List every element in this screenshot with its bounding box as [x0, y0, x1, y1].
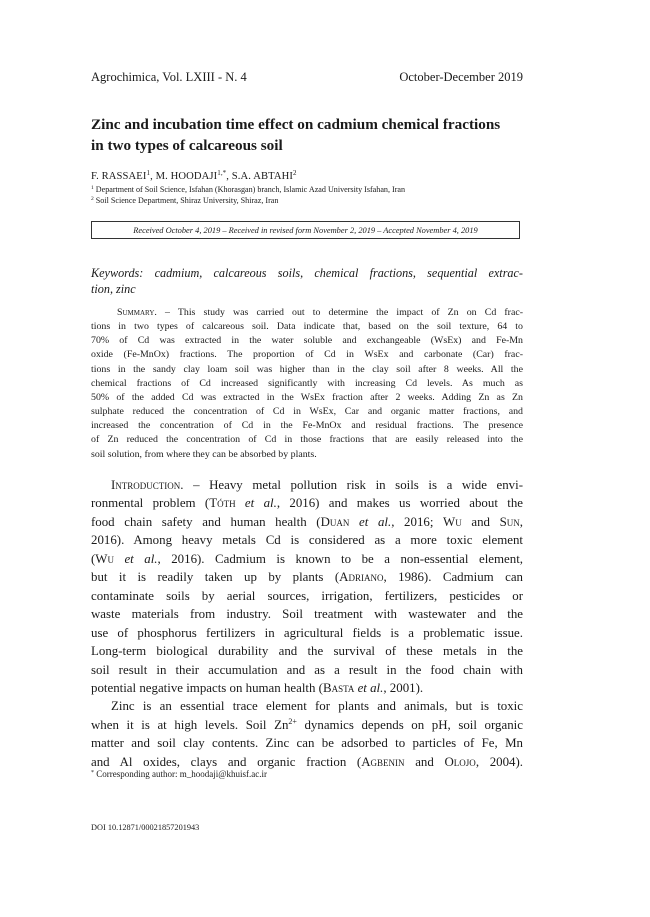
- summary-label: Summary.: [117, 307, 157, 318]
- summary-line: tions in two types of calcareous soil. Data indicate that, based on the soil texture, 64 to: [91, 321, 523, 333]
- introduction-section: [91, 476, 523, 771]
- citation-etal: et al.: [235, 496, 277, 511]
- author-2-affil-mark: 1,*: [217, 169, 227, 177]
- intro-text: and: [404, 754, 445, 769]
- affiliation-1-text: Department of Soil Science, Isfahan (Khorasgan) branch, Islamic Azad University Isfahan, Iran: [95, 185, 406, 194]
- summary-line: increased the concentration of Cd in the Fe-MnOx and residual fractions. The presence: [91, 420, 523, 432]
- summary-line: tions in the sandy clay loam soil was higher than in the clay soil after 8 weeks. All the: [91, 363, 523, 375]
- intro-line: [91, 550, 523, 568]
- intro-line: Long-term biological durability and the survival of these metals in the: [91, 644, 523, 659]
- citation-author: Duan: [320, 514, 350, 529]
- affiliation-1: [91, 185, 405, 194]
- received-dates: Received October 4, 2019 – Received in revised form November 2, 2019 – Accepted November 4, 2019: [133, 225, 478, 235]
- citation-etal: et al.: [113, 551, 158, 566]
- intro-text: , 2016;: [391, 514, 444, 529]
- issue-date: October-December 2019: [399, 70, 523, 84]
- citation-author: Basta: [322, 680, 355, 695]
- citation-author: Wu: [95, 551, 114, 566]
- summary-line: [91, 306, 523, 320]
- intro-line: [91, 513, 523, 531]
- summary-line: sulphate reduced the concentration of Cd in WsEx, Car and organic matter fractions, and: [91, 406, 523, 418]
- summary-line: chemical fractions of Cd increased significantly with increasing Cd levels. As much as: [91, 377, 523, 389]
- intro-line: matter and soil clay contents. Zinc can be adsorbed to particles of Fe, Mn: [91, 736, 523, 751]
- summary-line: of Zn reduced the concentration of Cd in those fractions that are easily released into the: [91, 434, 523, 446]
- intro-line: use of phosphorus fertilizers in agricultural fields is a problematic issue.: [91, 625, 523, 640]
- running-head: [91, 70, 523, 88]
- author-list: F. RASSAEI$^1$, M. $HOODAJI^{1,*}$, S.A. ABTAHI$^2$: [91, 169, 297, 182]
- intro-text: , 2016). Cadmium is known to be a non-essential element,: [157, 551, 523, 566]
- citation-author: Adriano: [339, 570, 384, 585]
- intro-line: [91, 679, 523, 697]
- intro-text: , 2004).: [475, 754, 523, 769]
- intro-text: food chain safety and human health (: [91, 514, 321, 529]
- author-1-affil-mark: 1: [146, 169, 151, 177]
- footnote-text: Corresponding author: m_hoodaji@khuisf.ac.ir: [94, 769, 268, 779]
- author-2: M. HOODAJI: [155, 171, 218, 182]
- title-line-1: Zinc and incubation time effect on cadmium chemical fractions: [91, 116, 501, 133]
- intro-line: [91, 568, 523, 586]
- citation-author: Tóth: [209, 496, 236, 511]
- intro-text: ronmental problem (: [91, 496, 210, 511]
- doi: DOI 10.12871/00021857201943: [91, 823, 200, 832]
- intro-text: , 2016) and makes us worried about the: [276, 496, 523, 511]
- article-title: [91, 115, 531, 156]
- affiliation-2-mark: 2: [91, 196, 94, 202]
- intro-line: [91, 476, 523, 494]
- summary-line: soil solution, from where they can be absorbed by plants.: [91, 448, 317, 460]
- corresponding-author-footnote: [91, 769, 267, 779]
- keywords: [91, 265, 523, 297]
- citation-author: Wu: [443, 514, 462, 529]
- intro-text: (: [91, 551, 96, 566]
- intro-line: 2016). Among heavy metals Cd is considered as a more toxic element: [91, 533, 523, 548]
- intro-text: but it is readily taken up by plants (: [91, 570, 340, 585]
- citation-author: Olojo: [444, 754, 476, 769]
- ion-charge: 2+: [288, 716, 297, 726]
- citation-author: Agbenin: [361, 754, 405, 769]
- summary-abstract: [91, 306, 523, 462]
- intro-text: and Al oxides, clays and organic fraction (: [91, 754, 362, 769]
- intro-text: dynamics depends on pH, soil organic: [296, 717, 523, 732]
- journal-name: Agrochimica, Vol. LXIII - N. 4: [91, 70, 247, 84]
- intro-line: contaminate soils by aerial sources, irrigation, fertilizers, pesticides or: [91, 588, 523, 603]
- author-3: S.A. ABTAHI: [231, 171, 293, 182]
- summary-line: 50% of the added Cd was extracted in the WsEx fraction after 2 weeks. Adding Zn as Zn: [91, 391, 523, 403]
- intro-line: [91, 494, 523, 512]
- received-dates-box: [91, 221, 520, 239]
- keywords-line-1: Keywords: cadmium, calcareous soils, chemical fractions, sequential extrac-: [91, 266, 523, 280]
- affiliation-2: [91, 196, 278, 205]
- intro-text: , 1986). Cadmium can: [383, 570, 523, 585]
- intro-line: Zinc is an essential trace element for plants and animals, but is toxic: [111, 699, 523, 714]
- intro-text: ,: [519, 514, 523, 529]
- intro-text: and: [461, 514, 500, 529]
- intro-text: when it is at high levels. Soil Zn: [91, 717, 289, 732]
- keywords-line-2: tion, zinc: [91, 282, 136, 296]
- author-3-affil-mark: 2: [292, 169, 297, 177]
- summary-line: oxide (Fe-MnOx) fractions. The proportion of Cd in WsEx and carbonate (Car) frac-: [91, 349, 523, 361]
- affiliation-1-mark: 1: [91, 185, 94, 191]
- intro-line: soil result in their accumulation and as a result in the food chain with: [91, 662, 523, 677]
- citation-etal: et al.: [354, 680, 384, 695]
- summary-line: 70% of Cd was extracted in the water soluble and exchangeable (WsEx) and Fe-Mn: [91, 335, 523, 347]
- introduction-heading: Introduction.: [111, 478, 184, 492]
- title-line-2: in two types of calcareous soil: [91, 136, 283, 154]
- author-1: F. RASSAEI: [91, 171, 147, 182]
- footnote-mark: *: [91, 770, 94, 776]
- intro-line: [91, 716, 523, 734]
- intro-text: , 2001).: [383, 680, 424, 695]
- intro-text: – Heavy metal pollution risk in soils is a wide envi-: [183, 478, 523, 492]
- intro-text: potential negative impacts on human health (: [91, 680, 323, 695]
- citation-etal: et al.: [349, 514, 392, 529]
- intro-line: waste materials from industry. Soil treatment with wastewater and the: [91, 607, 523, 622]
- affiliation-2-text: Soil Science Department, Shiraz University, Shiraz, Iran: [95, 196, 279, 205]
- citation-author: Sun: [499, 514, 520, 529]
- summary-text: – This study was carried out to determine the impact of Zn on Cd frac-: [156, 307, 523, 318]
